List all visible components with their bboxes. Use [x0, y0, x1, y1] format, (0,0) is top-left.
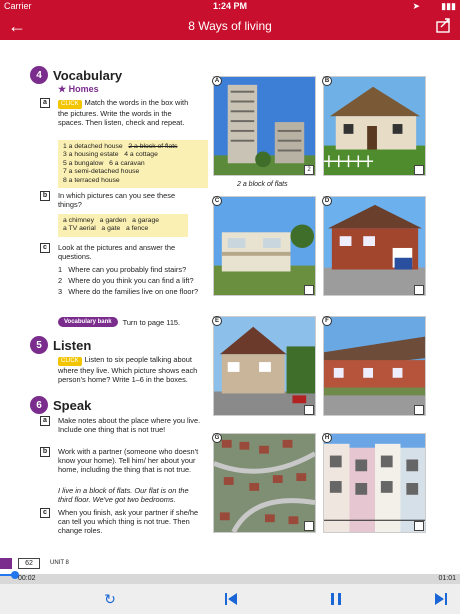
section-number: 4 — [30, 66, 48, 84]
nav-bar — [0, 13, 460, 40]
answer-box[interactable] — [414, 285, 424, 295]
answer-box[interactable] — [304, 285, 314, 295]
photo-label: B — [322, 76, 332, 86]
speak-c-text: When you finish, ask your partner if she/he can tell you which thing is not true. Then change roles. — [58, 508, 199, 535]
photo-housing-estate — [213, 433, 316, 533]
exercise-letter: a — [40, 98, 50, 108]
question-item: 3 Where do the families live on one floor? — [58, 287, 199, 296]
photo-label: C — [212, 196, 222, 206]
photo-label: D — [322, 196, 332, 206]
vocab-c-text: Look at the pictures and answer the questions. — [58, 243, 176, 261]
photo-terraced-house — [323, 433, 426, 533]
answer-box[interactable] — [414, 405, 424, 415]
photo-label: F — [322, 316, 332, 326]
status-bar — [0, 0, 460, 13]
carrier-label: Carrier — [4, 1, 32, 11]
battery-icon: ▮▮▮ — [441, 1, 456, 11]
audio-progress-track[interactable] — [0, 574, 460, 584]
speak-b-text: Work with a partner (someone who doesn't know your home). Tell him/ her about your home, including the thing that is not true. — [58, 447, 199, 474]
section-title: Vocabulary — [53, 67, 123, 83]
word-row: 3 a housing estate 4 a cottage — [63, 151, 158, 159]
photo-label: E — [212, 316, 222, 326]
speak-b-example: I live in a block of flats. Our flat is on the third floor. We've got two bedrooms. — [58, 486, 189, 504]
photo-caption: 2 a block of flats — [237, 181, 288, 188]
exercise-letter: b — [40, 447, 50, 457]
section-title: Listen — [53, 337, 92, 353]
back-arrow-icon[interactable]: ← — [8, 16, 26, 36]
vocabulary-heading — [30, 66, 122, 84]
photo-semi-detached — [213, 316, 316, 416]
total-time: 01:01 — [438, 575, 456, 582]
audio-click-button[interactable]: CLICK — [58, 100, 82, 109]
photo-block-of-flats — [213, 76, 316, 176]
skip-forward-icon[interactable] — [433, 591, 449, 607]
vocab-bank-text: Turn to page 115. — [122, 317, 181, 327]
things-box — [58, 214, 188, 237]
word-row: 8 a terraced house — [63, 176, 120, 184]
player-controls — [0, 584, 460, 614]
current-time: 00:02 — [18, 575, 36, 582]
photo-cottage — [323, 76, 426, 176]
photo-bungalow — [323, 316, 426, 416]
status-time: 1:24 PM — [212, 1, 247, 11]
word-row: a TV aerial a gate a fence — [63, 225, 149, 233]
vocab-bank-pill[interactable]: Vocabulary bank — [58, 317, 118, 327]
answer-box[interactable] — [304, 405, 314, 415]
skip-back-icon[interactable] — [223, 591, 239, 607]
answer-box[interactable] — [414, 521, 424, 531]
section-number: 5 — [30, 336, 48, 354]
unit-label: UNIT 8 — [50, 560, 69, 566]
question-list — [58, 265, 203, 296]
word-row: 1 a detached house 2 a block of flats — [63, 143, 178, 150]
words-box — [58, 140, 208, 188]
question-item: 2 Where do you think you can find a lift? — [58, 276, 194, 285]
answer-box[interactable] — [414, 165, 424, 175]
photo-caravan — [213, 196, 316, 296]
listen-text: CLICK Listen to six people talking about where they live. Which picture shows each person's home? Write 1–6 in the boxes. — [58, 355, 198, 384]
photo-label: H — [322, 433, 332, 443]
speak-a-text: Make notes about the place where you live. Include one thing that is not true! — [58, 416, 201, 434]
audio-click-button[interactable]: CLICK — [58, 357, 82, 366]
repeat-icon[interactable]: ↻ — [104, 591, 116, 607]
photo-label: G — [212, 433, 222, 443]
photo-label: A — [212, 76, 222, 86]
section-number: 6 — [30, 396, 48, 414]
vocab-b-text: In which pictures can you see these things? — [58, 191, 176, 209]
exercise-letter: c — [40, 243, 50, 253]
speak-heading — [30, 396, 91, 414]
vocab-subtitle: ★ Homes — [58, 84, 99, 94]
word-row: 7 a semi-detached house — [63, 168, 140, 176]
location-icon: ➤ — [412, 1, 420, 11]
exercise-letter: a — [40, 416, 50, 426]
photo-detached-house — [323, 196, 426, 296]
exercise-letter: b — [40, 191, 50, 201]
pause-icon[interactable] — [328, 591, 344, 607]
vocabulary-bank-link[interactable] — [58, 317, 180, 327]
listen-heading — [30, 336, 91, 354]
answer-box[interactable]: 2 — [304, 165, 314, 175]
word-row: 5 a bungalow 6 a caravan — [63, 159, 145, 167]
exercise-letter: c — [40, 508, 50, 518]
vocab-a-text: CLICK Match the words in the box with the pictures. Write the words in the spaces. Then listen, check and repeat. — [58, 98, 189, 127]
answer-box[interactable] — [304, 521, 314, 531]
page-title: 8 Ways of living — [188, 19, 272, 33]
question-item: 1 Where can you probably find stairs? — [58, 265, 187, 274]
section-title: Speak — [53, 397, 92, 413]
footer-accent-bar — [0, 558, 12, 569]
word-row: a chimney a garden a garage — [63, 217, 160, 224]
page-number: 62 — [18, 558, 40, 569]
textbook-page — [0, 40, 460, 574]
share-icon[interactable] — [436, 17, 452, 33]
